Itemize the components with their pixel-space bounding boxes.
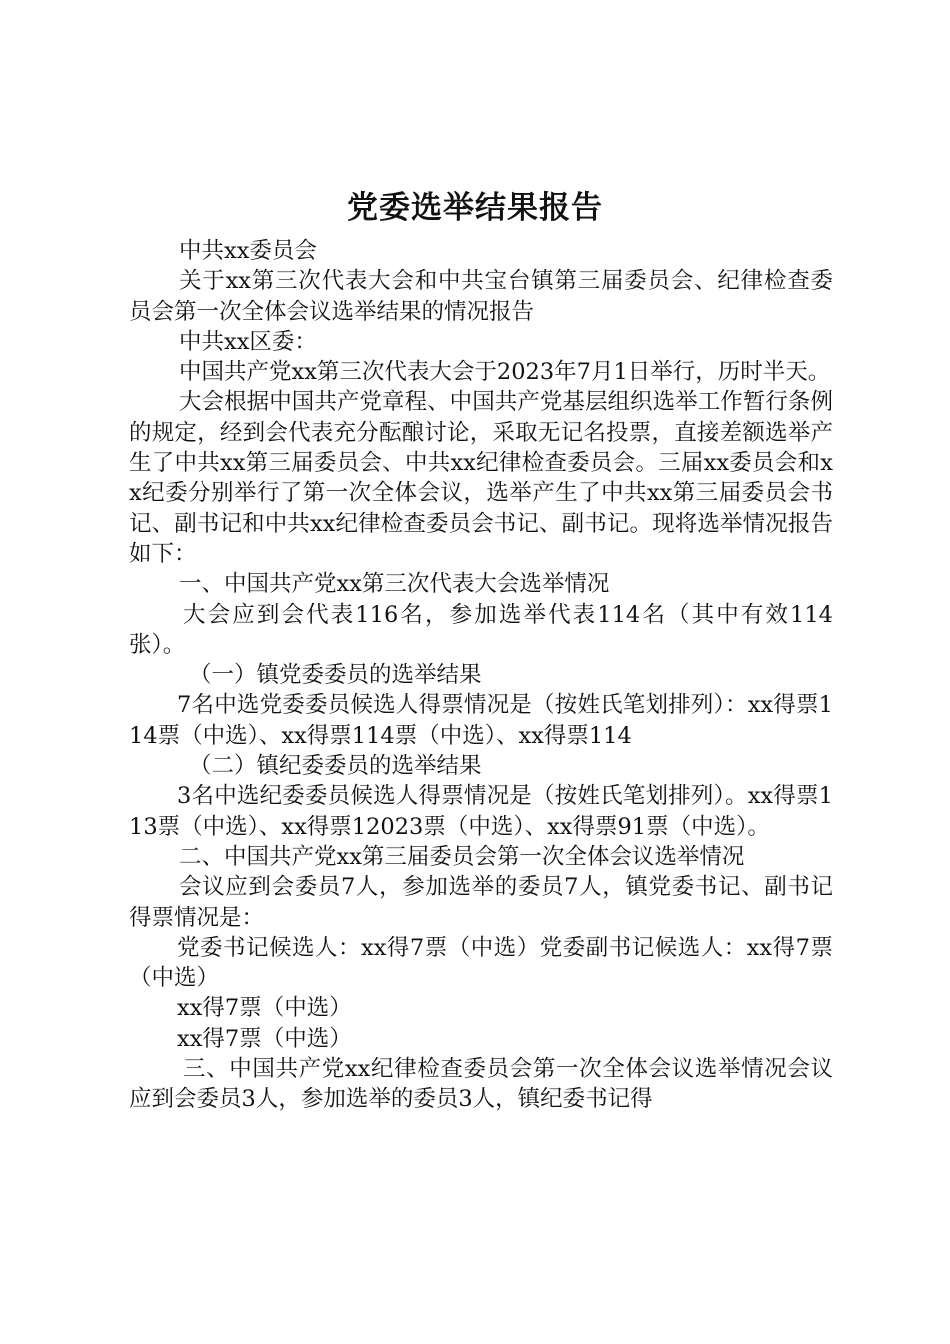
subsection-heading-1: （一）镇党委委员的选举结果 xyxy=(189,662,482,689)
paragraph-meeting-summary: 大会根据中国共产党章程、中国共产党基层组织选举工作暂行条例的规定，经到会代表充分酝酿讨论，采取无记名投票，直接差额选举产生了中共xx第三届委员会、中共xx纪律检查委员会。三届xx委员会和xx纪委分别举行了第一次全体会议，选举产生了中共xx第三届委员会书记、副书记和中共xx纪律检查委员会书记、副书记。现将选举情况报告如下： xyxy=(129,389,833,567)
paragraph-meeting-date: 中国共产党xx第三次代表大会于2023年7月1日举行，历时半天。 xyxy=(179,359,831,386)
section-heading-2: 二、中国共产党xx第三届委员会第一次全体会议选举情况 xyxy=(179,843,745,870)
section-heading-3: 三、中国共产党xx纪律检查委员会第一次全体会议选举情况会议应到会委员3人，参加选举的委员3人，镇纪委书记得 xyxy=(129,1056,833,1113)
document-title: 党委选举结果报告 xyxy=(347,190,603,226)
section-heading-1: 一、中国共产党xx第三次代表大会选举情况 xyxy=(179,571,610,598)
paragraph-plenary-attendance: 会议应到会委员7人，参加选举的委员7人，镇党委书记、副书记得票情况是： xyxy=(129,874,833,931)
paragraph-discipline-committee-votes: 3名中选纪委委员候选人得票情况是（按姓氏笔划排列）。xx得票113票（中选）、xx得票12023票（中选）、xx得票91票（中选）。 xyxy=(129,783,833,840)
paragraph-report-subject: 关于xx第三次代表大会和中共宝台镇第三届委员会、纪律检查委员会第一次全体会议选举结果的情况报告 xyxy=(129,268,833,325)
paragraph-addressee: 中共xx区委： xyxy=(179,328,317,355)
paragraph-secretary-votes: 党委书记候选人：xx得7票（中选）党委副书记候选人：xx得7票（中选） xyxy=(129,934,833,992)
document-body xyxy=(129,236,833,1115)
paragraph-deputy-votes-2: xx得7票（中选） xyxy=(177,1025,352,1052)
paragraph-party-committee-votes: 7名中选党委委员候选人得票情况是（按姓氏笔划排列）：xx得票114票（中选）、xx得票114票（中选）、xx得票114 xyxy=(129,692,833,749)
paragraph-recipient-org: 中共xx委员会 xyxy=(179,238,317,264)
paragraph-deputy-votes-1: xx得7票（中选） xyxy=(177,995,352,1022)
subsection-heading-2: （二）镇纪委委员的选举结果 xyxy=(189,753,482,780)
paragraph-attendance: 大会应到会代表116名，参加选举代表114名（其中有效114张）。 xyxy=(129,601,833,658)
